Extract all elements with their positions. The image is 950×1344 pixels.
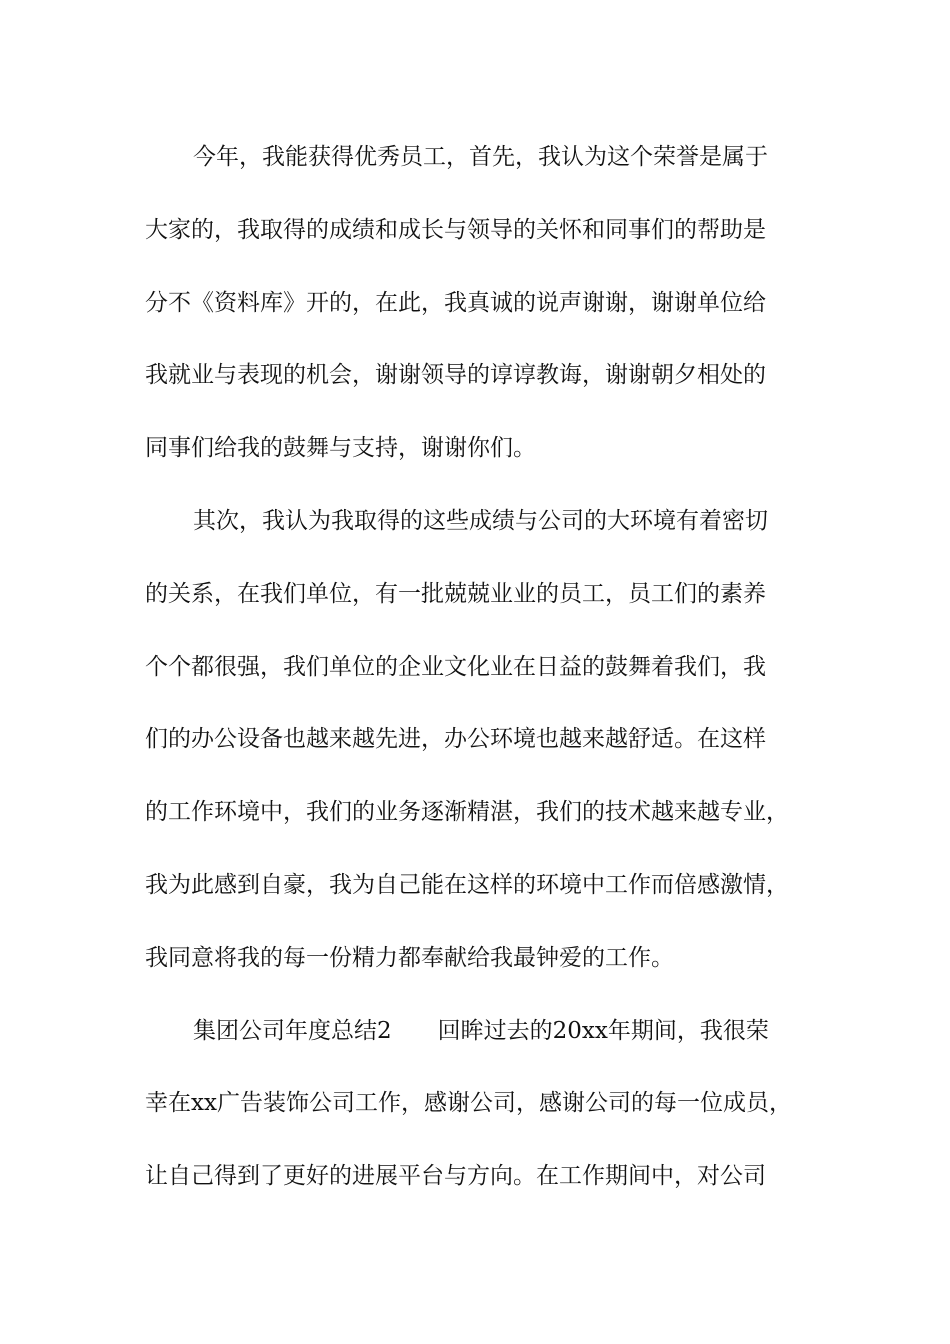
paragraph-line: 大家的，我取得的成绩和成长与领导的关怀和同事们的帮助是 bbox=[145, 216, 766, 243]
paragraph-line: 们的办公设备也越来越先进，办公环境也越来越舒适。在这样 bbox=[145, 726, 766, 753]
paragraph-line: 个个都很强，我们单位的企业文化业在日益的鼓舞着我们，我 bbox=[145, 653, 766, 680]
paragraph-line: 分不《资料库》开的，在此，我真诚的说声谢谢，谢谢单位给 bbox=[145, 289, 766, 316]
paragraph-line: 幸在xx广告装饰公司工作，感谢公司，感谢公司的每一位成员， bbox=[145, 1090, 792, 1117]
paragraph-line: 我同意将我的每一份精力都奉献给我最钟爱的工作。 bbox=[145, 944, 674, 971]
paragraph-line: 的工作环境中，我们的业务逐渐精湛，我们的技术越来越专业， bbox=[145, 799, 789, 826]
paragraph-line: 其次，我认为我取得的这些成绩与公司的大环境有着密切 bbox=[193, 507, 768, 534]
paragraph-line: 同事们给我的鼓舞与支持，谢谢你们。 bbox=[145, 435, 536, 462]
paragraph-line: 我为此感到自豪，我为自己能在这样的环境中工作而倍感激情， bbox=[145, 871, 789, 898]
paragraph-line: 我就业与表现的机会，谢谢领导的谆谆教诲，谢谢朝夕相处的 bbox=[145, 362, 766, 389]
paragraph-line: 的关系，在我们单位，有一批兢兢业业的员工，员工们的素养 bbox=[145, 580, 766, 607]
document-body bbox=[145, 131, 825, 1223]
paragraph-line: 让自己得到了更好的进展平台与方向。在工作期间中，对公司 bbox=[145, 1163, 766, 1190]
paragraph-line: 集团公司年度总结2 回眸过去的20xx年期间，我很荣 bbox=[193, 1017, 769, 1044]
paragraph-line: 今年，我能获得优秀员工，首先，我认为这个荣誉是属于 bbox=[193, 144, 768, 170]
